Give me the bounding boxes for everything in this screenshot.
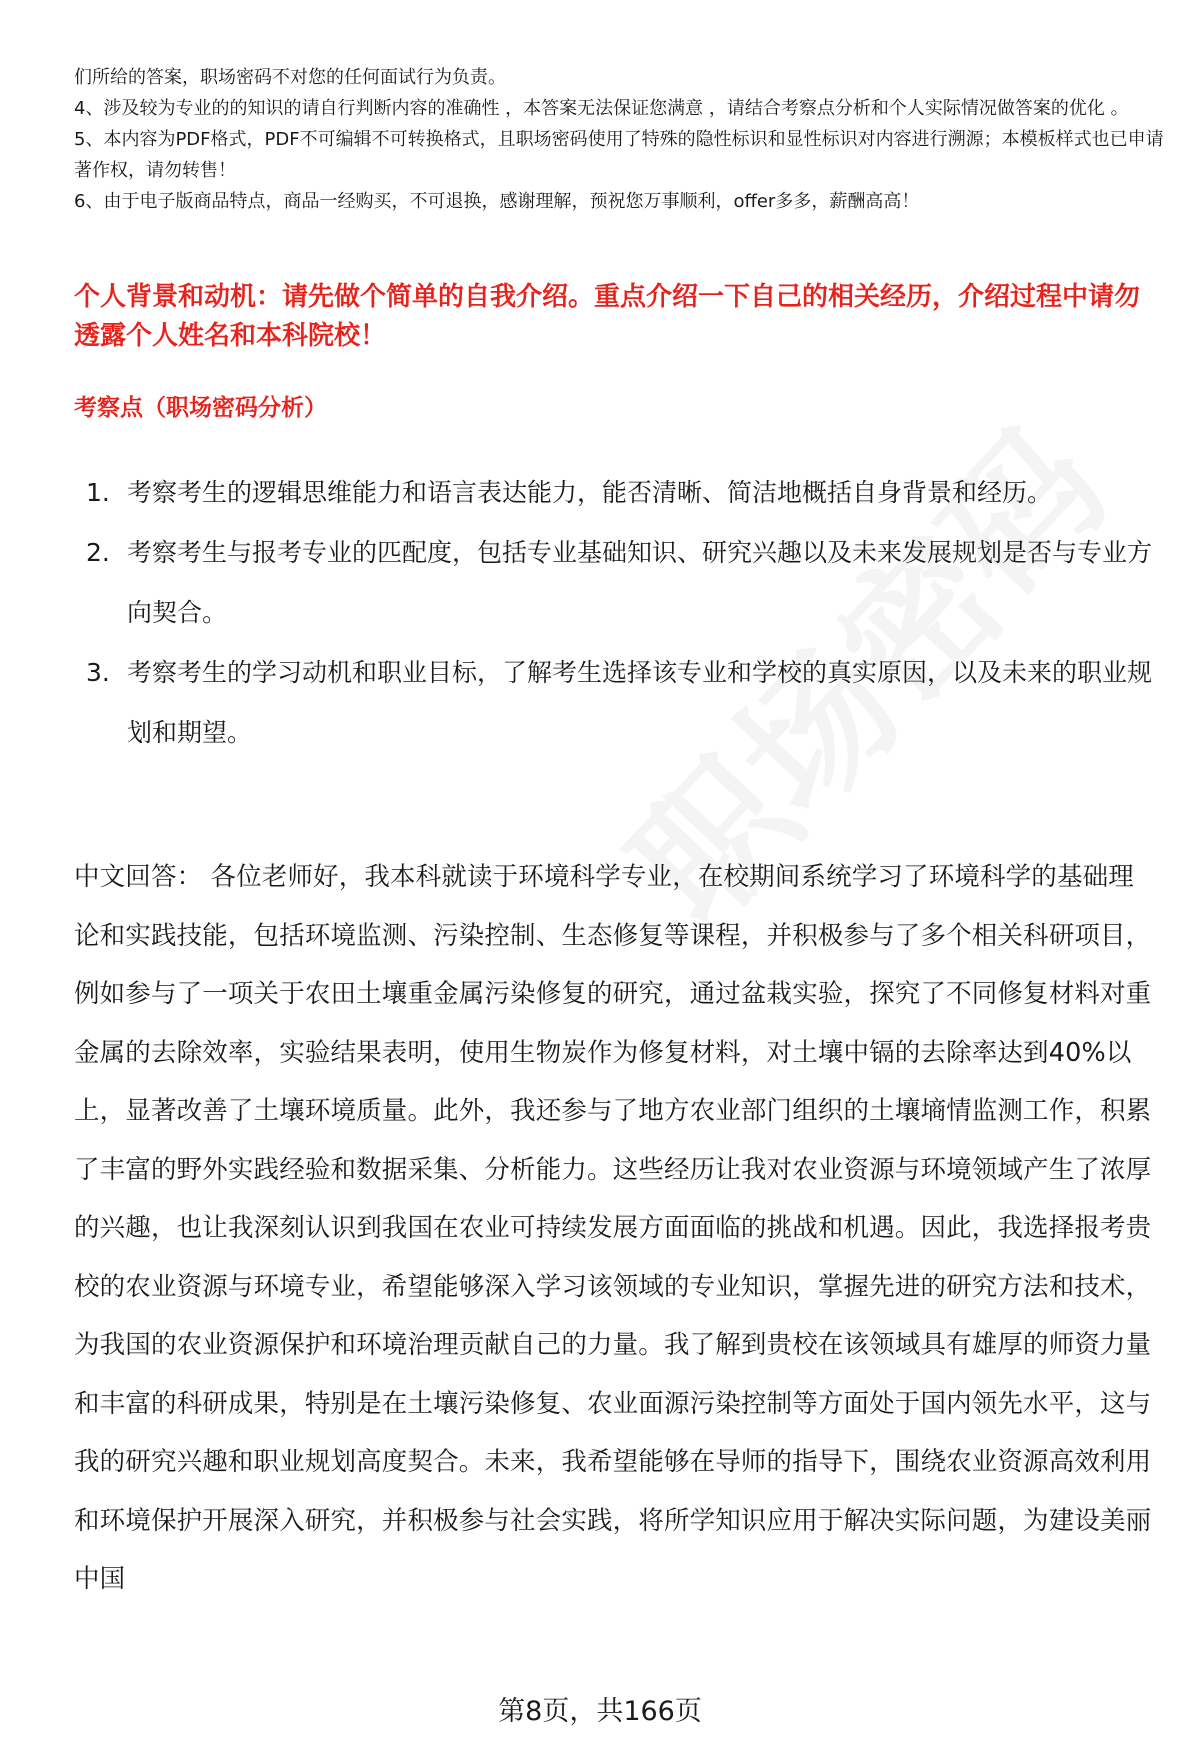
analysis-points <box>74 463 1154 763</box>
list-item <box>74 463 1154 523</box>
page-number: 第8页，共166页 <box>498 1696 702 1727</box>
list-item <box>74 523 1154 643</box>
list-text: 考察考生的逻辑思维能力和语言表达能力，能否清晰、简洁地概括自身背景和经历。 <box>127 478 1053 507</box>
note-line: 5、本内容为PDF格式，PDF不可编辑不可转换格式，且职场密码使用了特殊的隐性标识和显性标识对内容进行溯源；本模板样式也已申请著作权，请勿转售！ <box>74 129 1164 181</box>
question-heading: 个人背景和动机：请先做个简单的自我介绍。重点介绍一下自己的相关经历，介绍过程中请勿透露个人姓名和本科院校！ <box>74 282 1141 351</box>
analysis-heading: 考察点（职场密码分析） <box>74 395 327 421</box>
list-text: 考察考生与报考专业的匹配度，包括专业基础知识、研究兴趣以及未来发展规划是否与专业方向契合。 <box>127 538 1153 627</box>
list-number: 3. <box>86 658 110 687</box>
disclaimer-notes <box>74 62 1164 217</box>
note-line: 4、涉及较为专业的的知识的请自行判断内容的准确性 ，本答案无法保证您满意 ，请结合考察点分析和个人实际情况做答案的优化 。 <box>74 98 1129 119</box>
list-number: 1. <box>86 478 110 507</box>
list-item <box>74 643 1154 763</box>
note-line: 6、由于电子版商品特点，商品一经购买，不可退换，感谢理解，预祝您万事顺利，offer多多，薪酬高高！ <box>74 191 920 212</box>
answer-paragraph: 中文回答： 各位老师好，我本科就读于环境科学专业，在校期间系统学习了环境科学的基础理论和实践技能，包括环境监测、污染控制、生态修复等课程，并积极参与了多个相关科研项目，例如参与了一项关于农田土壤重金属污染修复的研究，通过盆栽实验，探究了不同修复材料对重金属的去除效率，实验结果表明，使用生物炭作为修复材料，对土壤中镉的去除率达到40%以上，显著改善了土壤环境质量。此外，我还参与了地方农业部门组织的土壤墒情监测工作，积累了丰富的野外实践经验和数据采集、分析能力。这些经历让我对农业资源与环境领域产生了浓厚的兴趣，也让我深刻认识到我国在农业可持续发展方面面临的挑战和机遇。因此，我选择报考贵校的农业资源与环境专业，希望能够深入学习该领域的专业知识，掌握先进的研究方法和技术，为我国的农业资源保护和环境治理贡献自己的力量。我了解到贵校在该领域具有雄厚的师资力量和丰富的科研成果，特别是在土壤污染修复、农业面源污染控制等方面处于国内领先水平，这与我的研究兴趣和职业规划高度契合。未来，我希望能够在导师的指导下，围绕农业资源高效利用和环境保护开展深入研究，并积极参与社会实践，将所学知识应用于解决实际问题，为建设美丽中国 <box>74 862 1152 1594</box>
list-number: 2. <box>86 538 110 567</box>
list-text: 考察考生的学习动机和职业目标，了解考生选择该专业和学校的真实原因，以及未来的职业规划和期望。 <box>127 658 1153 747</box>
note-line: 们所给的答案，职场密码不对您的任何面试行为负责。 <box>74 67 506 88</box>
